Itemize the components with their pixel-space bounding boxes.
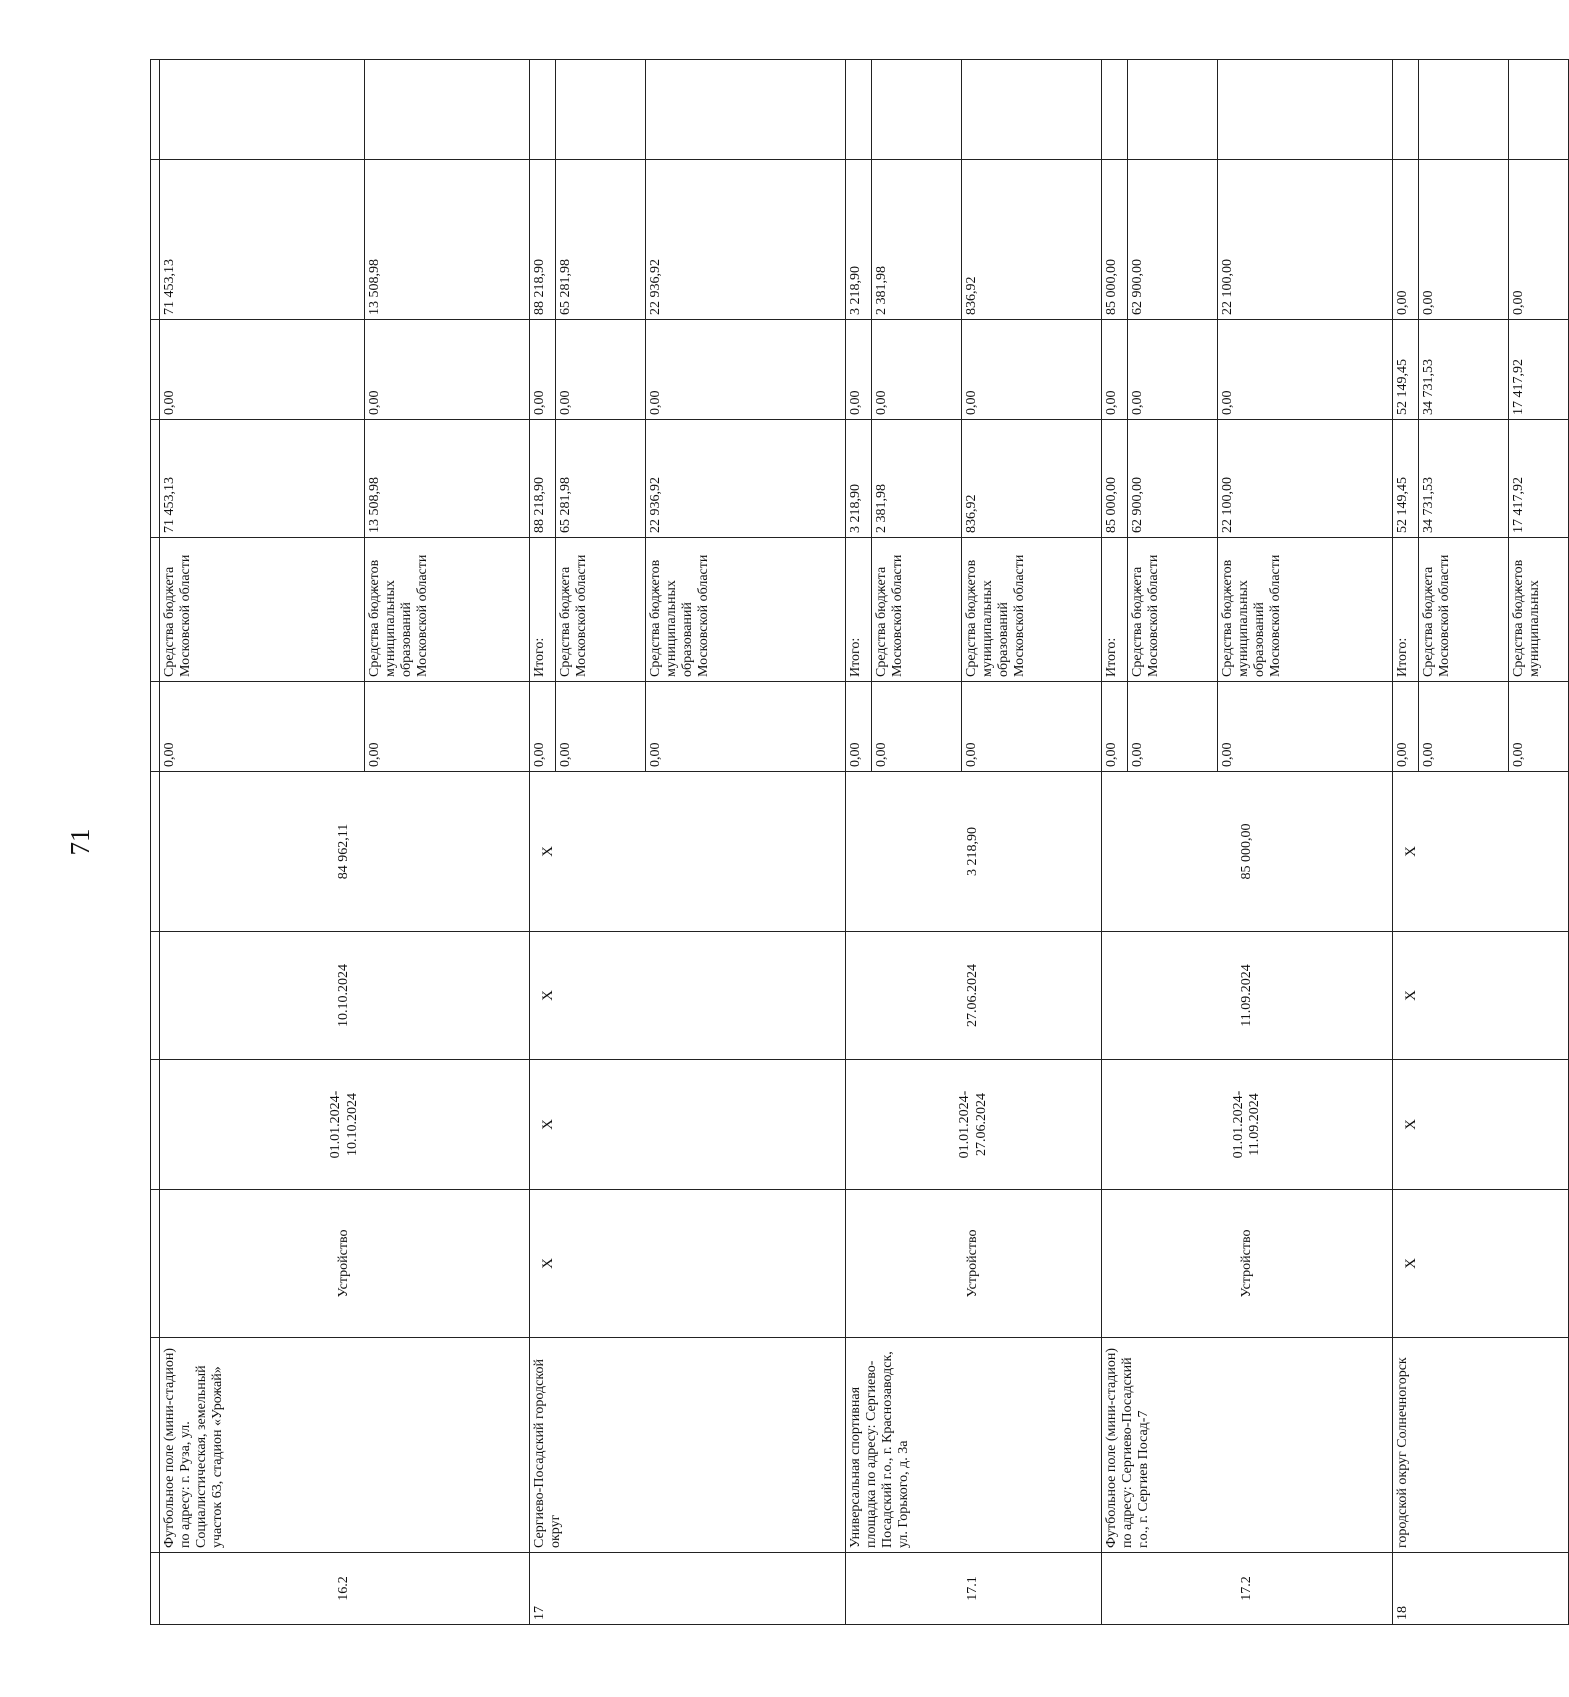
value-year-1: 0,00 (556, 320, 646, 420)
object-name: городской округ Солнечногорск (1393, 1338, 1569, 1553)
empty-cell (646, 60, 846, 160)
completion-date: Х (530, 932, 846, 1060)
rotated-table-wrapper (150, 60, 1543, 1625)
value-year-1: 0,00 (1218, 320, 1393, 420)
value-prior: 0,00 (556, 682, 646, 772)
value-year-2: 0,00 (1419, 160, 1509, 320)
value-total: 52 149,45 (1393, 420, 1419, 538)
object-name: Сергиево-Посадский городской округ (530, 1338, 846, 1553)
completion-date: Х (1393, 932, 1569, 1060)
value-total: 3 218,90 (846, 420, 872, 538)
value-total: 2 381,98 (872, 420, 962, 538)
table-row (1102, 60, 1128, 1625)
funding-source: Итого: (1393, 538, 1419, 682)
value-prior: 0,00 (646, 682, 846, 772)
value-prior: 0,00 (872, 682, 962, 772)
completion-date: 27.06.2024 (846, 932, 1102, 1060)
estimated-cost: 3 218,90 (846, 772, 1102, 932)
table-row (1393, 60, 1419, 1625)
value-total: 65 281,98 (556, 420, 646, 538)
value-prior: 0,00 (846, 682, 872, 772)
empty-cell (962, 60, 1102, 160)
funding-source: Средства бюджета Московской области (1128, 538, 1218, 682)
estimated-cost: 84 962,11 (160, 772, 530, 932)
funding-source: Средства бюджета Московской области (1419, 538, 1509, 682)
funding-source: Средства бюджета Московской области (872, 538, 962, 682)
value-year-2: 65 281,98 (556, 160, 646, 320)
value-prior: 0,00 (365, 682, 530, 772)
value-year-1: 0,00 (1128, 320, 1218, 420)
value-prior: 0,00 (160, 682, 365, 772)
empty-cell (1128, 60, 1218, 160)
estimated-cost: Х (1393, 772, 1569, 932)
work-type: Х (1393, 1190, 1569, 1338)
value-year-1: 0,00 (872, 320, 962, 420)
funding-source: Средства бюджета Московской области (160, 538, 365, 682)
value-prior: 0,00 (962, 682, 1102, 772)
value-total: 22 936,92 (646, 420, 846, 538)
value-year-1: 0,00 (1102, 320, 1128, 420)
value-year-2: 3 218,90 (846, 160, 872, 320)
value-prior: 0,00 (1393, 682, 1419, 772)
value-total: 22 100,00 (1218, 420, 1393, 538)
value-total: 13 508,98 (365, 420, 530, 538)
funding-source: Средства бюджетов муниципальных образований Московской области (962, 538, 1102, 682)
object-name: Футбольное поле (мини-стадион) по адресу: г. Руза, ул. Социалистическая, земельный участок 63, стадион «Урожай» (160, 1338, 530, 1553)
object-name: Футбольное поле (мини-стадион) по адресу: Сергиево-Посадский г.о., г. Сергиев Посад-7 (1102, 1338, 1393, 1553)
value-year-1: 0,00 (160, 320, 365, 420)
value-year-2: 88 218,90 (530, 160, 556, 320)
empty-cell (556, 60, 646, 160)
top-pad-row (151, 60, 160, 1625)
empty-cell (1509, 60, 1569, 160)
value-year-2: 2 381,98 (872, 160, 962, 320)
value-prior: 0,00 (1218, 682, 1393, 772)
empty-cell (1218, 60, 1393, 160)
value-total: 836,92 (962, 420, 1102, 538)
funding-source: Средства бюджетов муниципальных образований Московской области (1218, 538, 1393, 682)
row-number: 18 (1393, 1553, 1569, 1625)
empty-cell (365, 60, 530, 160)
empty-cell (872, 60, 962, 160)
value-total: 62 900,00 (1128, 420, 1218, 538)
page-number: 71 (65, 828, 95, 856)
budget-table-sheet (150, 60, 1543, 1625)
work-period: 01.01.2024-27.06.2024 (846, 1060, 1102, 1190)
funding-source: Итого: (1102, 538, 1128, 682)
work-period: 01.01.2024-10.10.2024 (160, 1060, 530, 1190)
funding-source: Средства бюджетов муниципальных образований Московской области (646, 538, 846, 682)
value-total: 88 218,90 (530, 420, 556, 538)
work-period: 01.01.2024-11.09.2024 (1102, 1060, 1393, 1190)
value-year-2: 13 508,98 (365, 160, 530, 320)
value-total: 85 000,00 (1102, 420, 1128, 538)
estimated-cost: 85 000,00 (1102, 772, 1393, 932)
value-year-1: 0,00 (530, 320, 556, 420)
value-year-1: 0,00 (962, 320, 1102, 420)
value-year-2: 62 900,00 (1128, 160, 1218, 320)
empty-cell (160, 60, 365, 160)
value-year-2: 71 453,13 (160, 160, 365, 320)
funding-source: Итого: (530, 538, 556, 682)
funding-source: Итого: (846, 538, 872, 682)
work-type: Устройство (1102, 1190, 1393, 1338)
value-year-2: 22 936,92 (646, 160, 846, 320)
table-row (530, 60, 556, 1625)
value-prior: 0,00 (1102, 682, 1128, 772)
row-number: 17.2 (1102, 1553, 1393, 1625)
value-year-2: 0,00 (1393, 160, 1419, 320)
value-prior: 0,00 (1419, 682, 1509, 772)
funding-source: Средства бюджета Московской области (556, 538, 646, 682)
row-number: 17.1 (846, 1553, 1102, 1625)
empty-cell (1419, 60, 1509, 160)
value-year-1: 52 149,45 (1393, 320, 1419, 420)
value-year-1: 0,00 (365, 320, 530, 420)
completion-date: 11.09.2024 (1102, 932, 1393, 1060)
value-prior: 0,00 (1509, 682, 1569, 772)
value-year-1: 0,00 (646, 320, 846, 420)
budget-table (150, 59, 1569, 1625)
empty-cell (1393, 60, 1419, 160)
value-year-1: 0,00 (846, 320, 872, 420)
estimated-cost: Х (530, 772, 846, 932)
empty-cell (530, 60, 556, 160)
value-total: 71 453,13 (160, 420, 365, 538)
object-name: Универсальная спортивная площадка по адресу: Сергиево-Посадский г.о., г. Краснозаводск, ул. Горького, д. 3а (846, 1338, 1102, 1553)
work-period: Х (1393, 1060, 1569, 1190)
work-type: Устройство (160, 1190, 530, 1338)
work-type: Х (530, 1190, 846, 1338)
value-total: 34 731,53 (1419, 420, 1509, 538)
work-period: Х (530, 1060, 846, 1190)
table-row (160, 60, 365, 1625)
value-prior: 0,00 (1128, 682, 1218, 772)
value-year-1: 17 417,92 (1509, 320, 1569, 420)
value-year-1: 34 731,53 (1419, 320, 1509, 420)
value-year-2: 0,00 (1509, 160, 1569, 320)
completion-date: 10.10.2024 (160, 932, 530, 1060)
empty-cell (1102, 60, 1128, 160)
value-prior: 0,00 (530, 682, 556, 772)
value-year-2: 22 100,00 (1218, 160, 1393, 320)
value-year-2: 85 000,00 (1102, 160, 1128, 320)
value-total: 17 417,92 (1509, 420, 1569, 538)
row-number: 17 (530, 1553, 846, 1625)
empty-cell (846, 60, 872, 160)
funding-source: Средства бюджетов муниципальных образований Московской области (365, 538, 530, 682)
work-type: Устройство (846, 1190, 1102, 1338)
funding-source: Средства бюджетов муниципальных (1509, 538, 1569, 682)
value-year-2: 836,92 (962, 160, 1102, 320)
table-row (846, 60, 872, 1625)
row-number: 16.2 (160, 1553, 530, 1625)
